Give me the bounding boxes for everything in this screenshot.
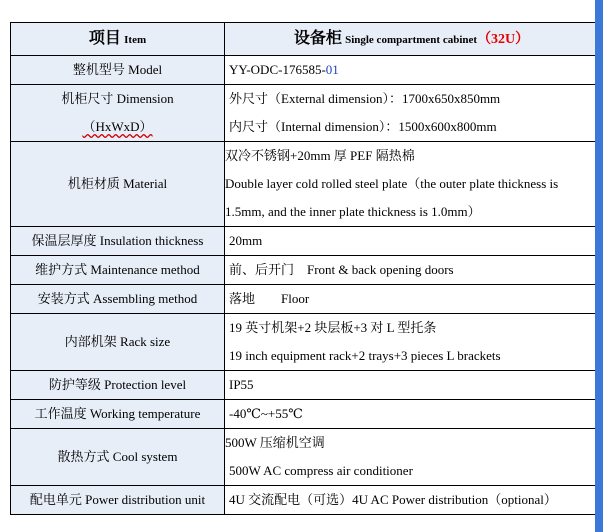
header-item-cn: 项目	[88, 29, 121, 47]
maintenance-label: 维护方式 Maintenance method	[11, 256, 225, 285]
rack-value	[225, 314, 599, 371]
temperature-value: -40℃~+55℃	[225, 400, 599, 429]
power-label: 配电单元 Power distribution unit	[11, 486, 225, 515]
assembling-value: 落地 Floor	[225, 285, 599, 314]
material-value-line3: 1.5mm, and the inner plate thickness is 1.0mm）	[225, 204, 481, 219]
dimension-value-line2: 内尺寸（Internal dimension）：1500x600x800mm	[229, 119, 497, 134]
temperature-label: 工作温度 Working temperature	[11, 400, 225, 429]
table-row-rack	[11, 314, 599, 371]
material-label: 机柜材质 Material	[11, 142, 225, 227]
material-value-line2: Double layer cold rolled steel plate（the outer plate thickness is	[225, 176, 559, 191]
dimension-value-line1: 外尺寸（External dimension）：1700x650x850mm	[229, 91, 501, 106]
cooling-value-line2: 500W AC compress air conditioner	[229, 463, 413, 478]
header-item-en: Item	[124, 33, 147, 46]
table-row-dimension	[11, 85, 599, 142]
dimension-label-line1: 机柜尺寸 Dimension	[61, 91, 174, 106]
dimension-value	[225, 85, 599, 142]
power-value: 4U 交流配电（可选）4U AC Power distribution（optional）	[225, 486, 599, 515]
table-row-model	[11, 56, 599, 85]
dimension-label-line2: （HxWxD）	[82, 119, 153, 134]
spec-table	[10, 22, 599, 515]
spec-table-container	[10, 22, 598, 515]
model-label: 整机型号 Model	[11, 56, 225, 85]
cooling-value-line1: 500W 压缩机空调	[225, 435, 325, 450]
model-value-prefix: YY-ODC-176585-	[229, 62, 326, 77]
rack-label: 内部机架 Rack size	[11, 314, 225, 371]
right-edge-bar	[595, 0, 603, 532]
table-row-protection	[11, 371, 599, 400]
cooling-label: 散热方式 Cool system	[11, 429, 225, 486]
material-value-line1: 双冷不锈钢+20mm 厚 PEF 隔热棉	[225, 148, 415, 163]
table-row-material	[11, 142, 599, 227]
insulation-value: 20mm	[225, 227, 599, 256]
cooling-value	[225, 429, 599, 486]
header-cabinet-cn: 设备柜	[293, 29, 342, 47]
header-cabinet-en: Single compartment cabinet	[345, 33, 478, 46]
table-row-assembling	[11, 285, 599, 314]
header-item-cell	[11, 23, 225, 56]
model-value	[225, 56, 599, 85]
rack-value-line1: 19 英寸机架+2 块层板+3 对 L 型托条	[229, 320, 437, 335]
material-value	[225, 142, 599, 227]
assembling-label: 安装方式 Assembling method	[11, 285, 225, 314]
maintenance-value: 前、后开门 Front & back opening doors	[225, 256, 599, 285]
table-row-power	[11, 486, 599, 515]
table-row-temperature	[11, 400, 599, 429]
table-row-maintenance	[11, 256, 599, 285]
header-cabinet-size: （32U）	[477, 31, 530, 47]
header-cabinet-cell	[225, 23, 599, 56]
protection-value: IP55	[225, 371, 599, 400]
rack-value-line2: 19 inch equipment rack+2 trays+3 pieces L brackets	[229, 348, 501, 363]
dimension-label	[11, 85, 225, 142]
insulation-label: 保温层厚度 Insulation thickness	[11, 227, 225, 256]
protection-label: 防护等级 Protection level	[11, 371, 225, 400]
table-header-row	[11, 23, 599, 56]
table-row-insulation	[11, 227, 599, 256]
model-value-suffix: 01	[325, 62, 339, 77]
table-row-cooling	[11, 429, 599, 486]
